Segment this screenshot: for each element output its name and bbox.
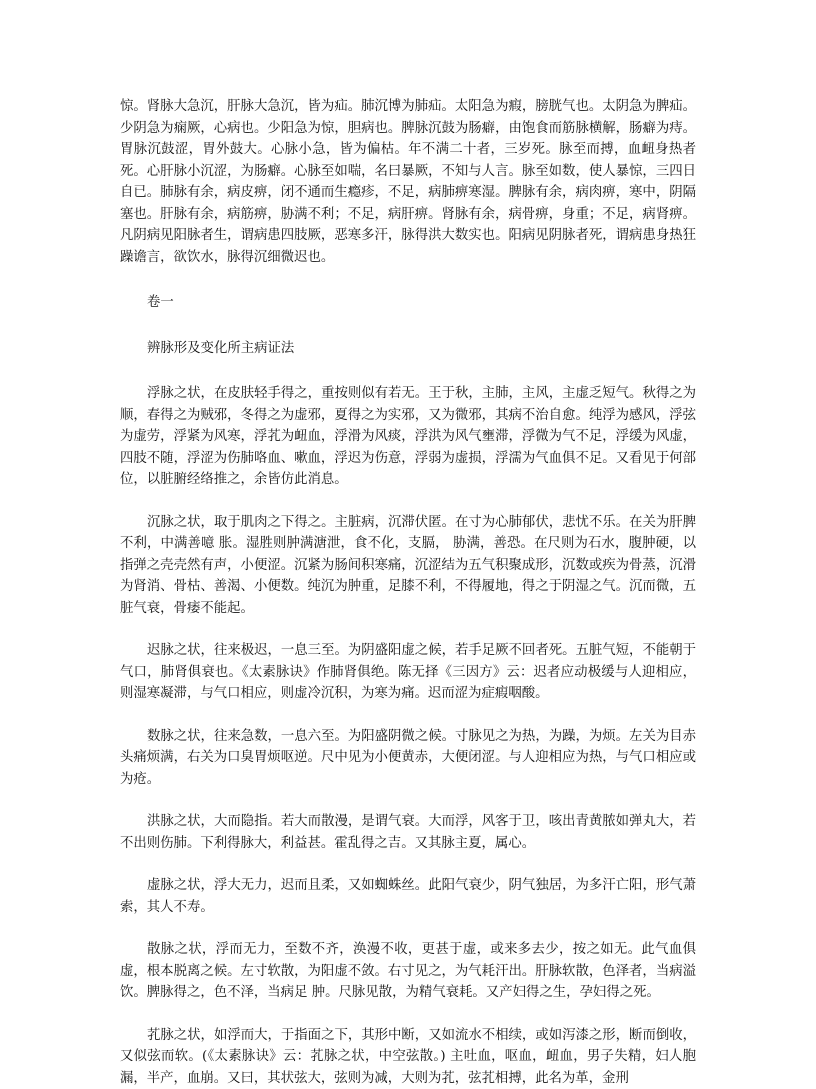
paragraph-hollow-pulse: 芤脉之状，如浮而大，于指面之下，其形中断，又如流水不相续，或如泻漆之形，断而倒收，又似弦而软。(《太素脉诀》云：芤脉之状，中空弦散。) 主吐血，呕血，衄血，男子失精，妇人胞漏，半产，血崩。又曰，其状弦大，弦则为减，大则为芤，弦芤相搏，此名为革，金刑	[120, 1025, 696, 1089]
paragraph-rapid-pulse: 数脉之状，往来急数，一息六至。为阳盛阴微之候。寸脉见之为热，为躁，为烦。左关为目赤头痛烦满，右关为口臭胃烦呕逆。尺中见为小便黄赤，大便闭涩。与人迎相应为热，与气口相应或为疮。	[120, 726, 696, 791]
paragraph-deep-pulse: 沉脉之状，取于肌肉之下得之。主脏病，沉滞伏匿。在寸为心肺郁伏，悲忧不乐。在关为肝脾不利，中满善噫 胀。湿胜则肿满溏泄，食不化，支膈， 胁满，善恐。在尺则为石水，腹肿硬，以指弹之壳壳然有声，小便涩。沉紧为肠间积寒痛，沉涩结为五气积聚成形，沉数或疾为骨蒸，沉滑为肾消、骨枯、善渴、小便数。纯沉为肿重，足膝不利，不得履地，得之于阴湿之气。沉而微，五脏气衰，骨痿不能起。	[120, 512, 696, 620]
opening-paragraph: 惊。肾脉大急沉，肝脉大急沉，皆为疝。肺沉博为肺疝。太阳急为瘕，膀胱气也。太阴急为脾疝。少阴急为痫厥，心病也。少阳急为惊，胆病也。脾脉沉鼓为肠癖，由饱食而筋脉横解，肠癖为痔。胃脉沉鼓涩，胃外鼓大。心脉小急，皆为偏枯。年不满二十者，三岁死。脉至而搏，血衄身热者死。心肝脉小沉涩，为肠癖。心脉至如喘，名曰暴厥，不知与人言。脉至如数，使人暴惊，三四日自已。肺脉有余，病皮痹，闭不通而生瘾疹，不足，病肺痹寒湿。脾脉有余，病肉痹，寒中，阴隔塞也。肝脉有余，病筋痹，胁满不利；不足，病肝痹。肾脉有余，病骨痹，身重；不足，病肾痹。凡阴病见阳脉者生，谓病患四肢厥，恶寒多汗，脉得洪大数实也。阳病见阴脉者死，谓病患身热狂躁谵言，欲饮水，脉得沉细微迟也。	[120, 96, 696, 268]
paragraph-weak-pulse: 虚脉之状，浮大无力，迟而且柔，又如蜘蛛丝。此阳气衰少，阴气独居，为多汗亡阳，形气萧索，其人不寿。	[120, 875, 696, 918]
paragraph-scattered-pulse: 散脉之状，浮而无力，至数不齐，涣漫不收，更甚于虚，或来多去少，按之如无。此气血俱虚，根本脱离之候。左寸软散，为阳虚不敛。右寸见之，为气耗汗出。肝脉软散，色泽者，当病溢饮。脾脉得之，色不泽，当病足 肿。尺脉见散，为精气衰耗。又产妇得之生，孕妇得之死。	[120, 939, 696, 1004]
paragraph-floating-pulse: 浮脉之状，在皮肤轻手得之，重按则似有若无。王于秋，主肺，主风，主虚乏短气。秋得之为顺，春得之为贼邪，冬得之为虚邪，夏得之为实邪，又为微邪，其病不治自愈。纯浮为感风，浮弦为虚劳，浮紧为风寒，浮芤为衄血，浮滑为风痰，浮洪为风气壅滞，浮微为气不足，浮缓为风虚，四肢不随，浮涩为伤肺咯血、嗽血，浮迟为伤意，浮弱为虚损，浮濡为气血俱不足。又看见于何部位，以脏腑经络推之，余皆仿此消息。	[120, 383, 696, 491]
page-body	[120, 96, 696, 1089]
volume-heading: 卷一	[120, 292, 696, 314]
section-heading: 辨脉形及变化所主病证法	[120, 338, 696, 360]
paragraph-surging-pulse: 洪脉之状，大而隐指。若大而散漫，是谓气衰。大而浮，风客于卫，咳出青黄脓如弹丸大，若不出则伤肺。下利得脉大，利益甚。霍乱得之吉。又其脉主夏，属心。	[120, 811, 696, 854]
paragraph-slow-pulse: 迟脉之状，往来极迟，一息三至。为阴盛阳虚之候，若手足厥不回者死。五脏气短，不能朝于气口，肺肾俱衰也。《太素脉诀》作肺肾俱绝。陈无择《三因方》云：迟者应动极缓与人迎相应，则湿寒凝滞，与气口相应，则虚冷沉积，为寒为痛。迟而涩为症瘕咽酸。	[120, 640, 696, 705]
